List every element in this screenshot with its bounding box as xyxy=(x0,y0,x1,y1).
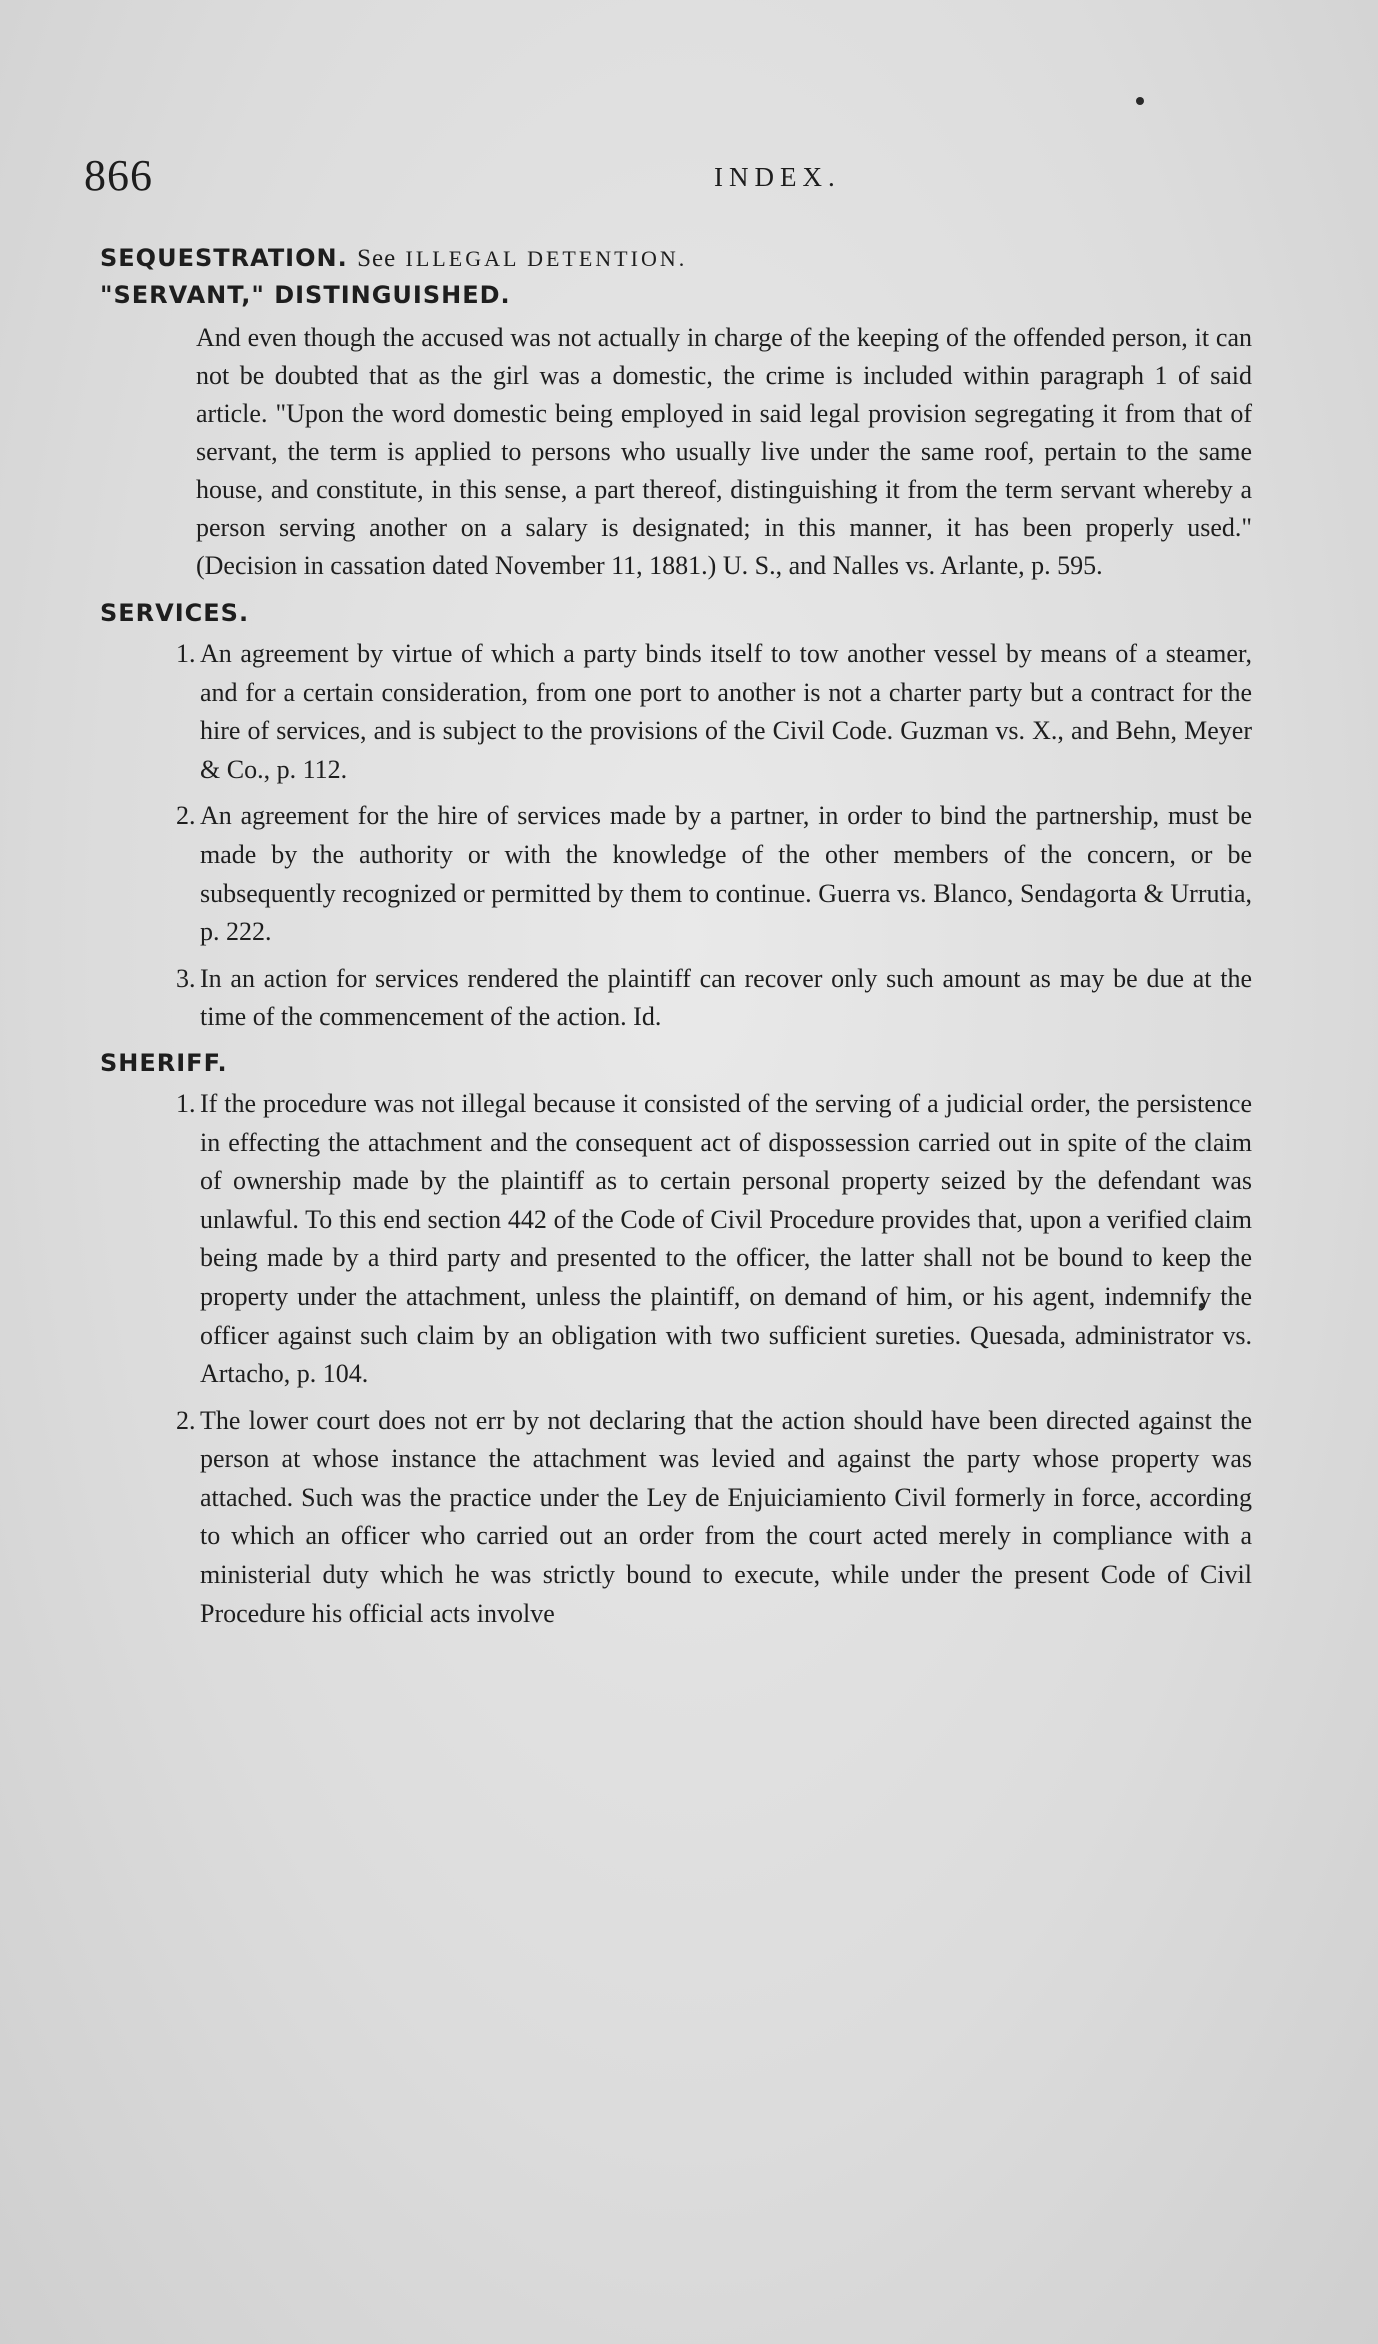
item-text: If the procedure was not illegal because it consisted of the serving of a judicial order, the persistence in effecting the attachment and the consequent act of dispossession carried out in spite of the claim of ownership made by the plaintiff as to certain personal property seized by the defendant was unlawful. To this end section 442 of the Code of Civil Procedure provides that, upon a verified claim being made by a third party and presented to the officer, the latter shall not be bound to keep the property under the attachment, unless the plaintiff, on demand of him, or his agent, indemnify the officer against such claim by an obligation with two sufficient sureties. Quesada, administrator vs. Artacho, p. 104. xyxy=(200,1088,1252,1389)
speck-mark xyxy=(1136,97,1144,105)
index-entry-services xyxy=(100,595,1260,1037)
list-item xyxy=(176,1402,1252,1634)
item-number: 3. xyxy=(176,963,196,993)
page-number: 866 xyxy=(84,151,153,200)
list-item xyxy=(176,960,1252,1037)
page-header xyxy=(84,150,1284,200)
index-content xyxy=(100,240,1260,1641)
list-item xyxy=(176,797,1252,951)
entry-heading: "SERVANT," DISTINGUISHED. xyxy=(100,281,511,309)
list-item xyxy=(176,1085,1252,1394)
entry-paragraph: And even though the accused was not actually in charge of the keeping of the offended person, it can not be doubted that as the girl was a domestic, the crime is included within paragraph 1 of said article. "Upon the word domestic being employed in said legal provision segregating it from that of servant, the term is applied to persons who usually live under the same roof, pertain to the same house, and constitute, in this sense, a part thereof, distinguishing it from the term servant whereby a person serving another on a salary is designated; in this manner, it has been properly used." (Decision in cassation dated November 11, 1881.) U. S., and Nalles vs. Arlante, p. 595. xyxy=(196,323,1252,580)
item-text: An agreement for the hire of services made by a partner, in order to bind the partnership, must be made by the authority or with the knowledge of the other members of the concern, or be subsequently recognized or permitted by them to continue. Guerra vs. Blanco, Sendagorta & Urrutia, p. 222. xyxy=(200,801,1252,947)
item-text: In an action for services rendered the plaintiff can recover only such amount as may be due at the time of the commencement of the action. Id. xyxy=(200,963,1252,1032)
index-entry-servant-distinguished xyxy=(100,277,1260,585)
see-reference-target: ILLEGAL DETENTION. xyxy=(405,246,688,271)
entry-heading: SEQUESTRATION. xyxy=(100,244,348,272)
entry-heading: SHERIFF. xyxy=(100,1048,228,1077)
list-item xyxy=(176,635,1252,789)
see-reference-label: See xyxy=(357,245,397,272)
item-number: 2. xyxy=(176,801,196,831)
index-entry-sheriff xyxy=(100,1045,1260,1633)
running-head: INDEX. xyxy=(714,162,841,192)
item-text: An agreement by virtue of which a party binds itself to tow another vessel by means of a steamer, and for a certain consideration, from one port to another is not a charter party but a contract for the hire of services, and is subject to the provisions of the Civil Code. Guzman vs. X., and Behn, Meyer & Co., p. 112. xyxy=(200,639,1252,784)
item-number: 1. xyxy=(176,639,196,668)
item-number: 2. xyxy=(176,1405,196,1435)
index-entry-sequestration xyxy=(100,240,1260,277)
item-number: 1. xyxy=(176,1088,196,1118)
entry-heading: SERVICES. xyxy=(100,599,250,627)
item-text: The lower court does not err by not declaring that the action should have been directed against the person at whose instance the attachment was levied and against the party whose property was attached. Such was the practice under the Ley de Enjuiciamiento Civil formerly in force, according to which an officer who carried out an order from the court acted merely in compliance with a ministerial duty which he was strictly bound to execute, while under the present Code of Civil Procedure his official acts involve xyxy=(200,1405,1252,1628)
